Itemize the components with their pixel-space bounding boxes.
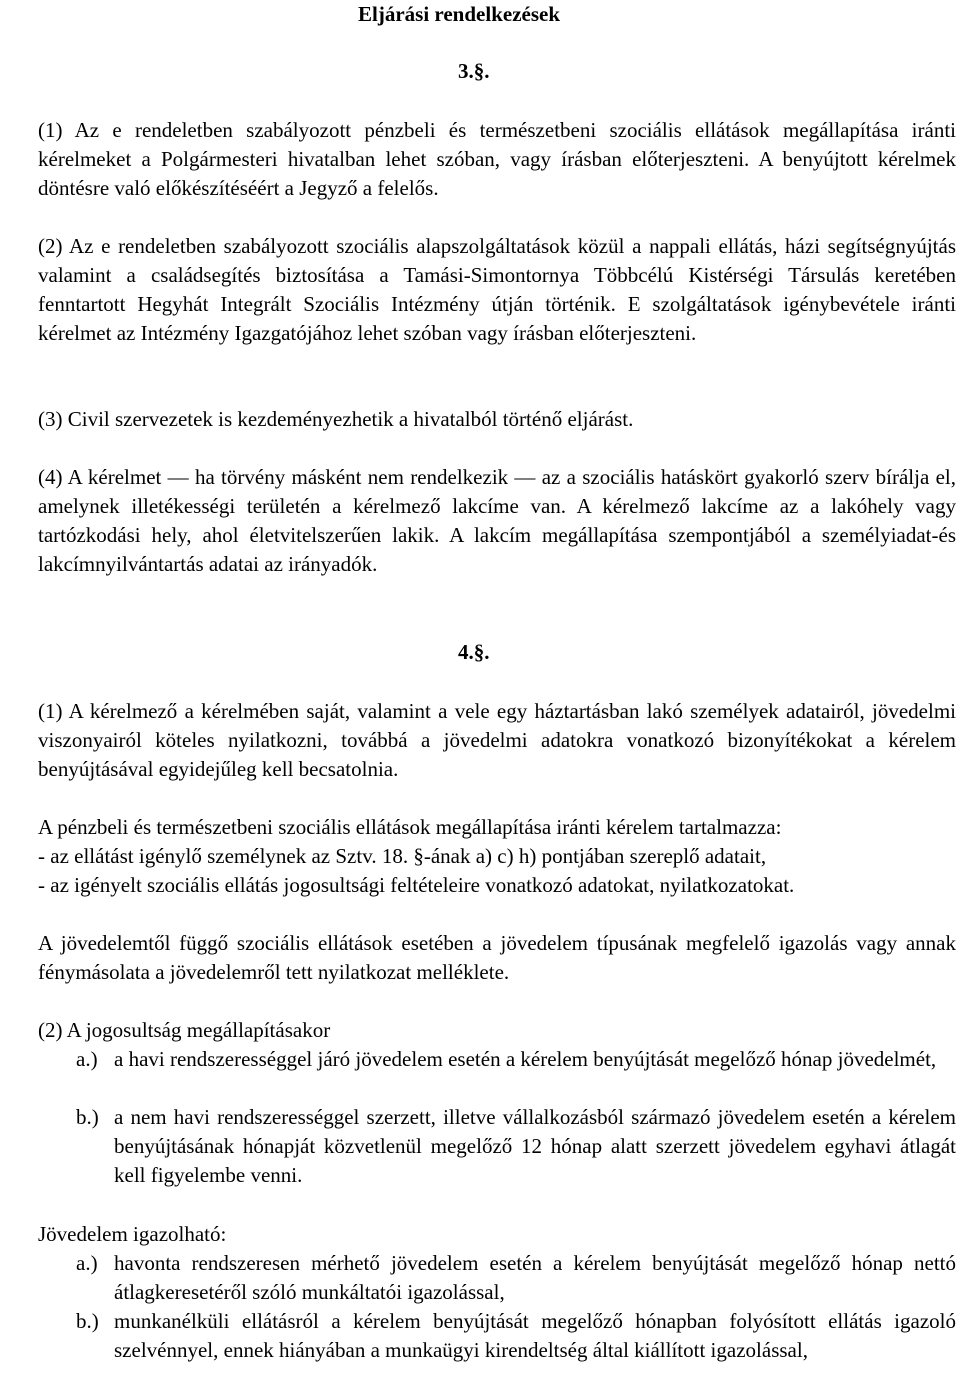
- income-proof-item-label: a.): [76, 1251, 98, 1275]
- section-3-paragraph-4: (4) A kérelmet ― ha törvény másként nem rendelkezik ― az a szociális hatáskört gyakorló szerv bírálja el, amelynek illetékességi területén a kérelmező lakcíme van. A kérelmező lakcíme az a lakóhely vagy tartózkodási hely, ahol életvitelszerűen lakik. A lakcím megállapítása szempontjából a személyiadat-és lakcímnyilvántartás adatai az irányadók.: [38, 465, 956, 576]
- income-proof-item-text: havonta rendszeresen mérhető jövedelem esetén a kérelem benyújtását megelőző hónap nettó átlagkeresetéről szóló munkáltatói igazolással,: [114, 1251, 956, 1304]
- eligibility-item-label: b.): [76, 1105, 99, 1129]
- eligibility-item-text: a nem havi rendszerességgel szerzett, illetve vállalkozásból származó jövedelem esetén a kérelem benyújtásának hónapját közvetlenül megelőző 12 hónap alatt szerzett jövedelem egyhavi átlagát kell figyelembe venni.: [114, 1105, 956, 1187]
- page-title: Eljárási rendelkezések: [358, 2, 561, 26]
- section-4-paragraph-1: (1) A kérelmező a kérelmében saját, valamint a vele egy háztartásban lakó személyek adatairól, jövedelmi viszonyairól köteles nyilatkozni, továbbá a jövedelmi adatokra vonatkozó bizonyítékokat a kérelem benyújtásával egyidejűleg kell becsatolnia.: [38, 699, 956, 781]
- section-3-paragraph-1: (1) Az e rendeletben szabályozott pénzbeli és természetbeni szociális ellátások megállapítása iránti kérelmeket a Polgármesteri hivatalban lehet szóban, vagy írásban előterjeszteni. A benyújtott kérelmek döntésre való előkészítéséért a Jegyző a felelős.: [38, 118, 956, 200]
- eligibility-title: (2) A jogosultság megállapításakor: [38, 1018, 331, 1042]
- income-proof-item-label: b.): [76, 1309, 99, 1333]
- section-3-paragraph-3: (3) Civil szervezetek is kezdeményezhetik a hivatalból történő eljárást.: [38, 407, 634, 431]
- content-item: - az igényelt szociális ellátás jogosultsági feltételeire vonatkozó adatokat, nyilatkozatokat.: [38, 873, 795, 897]
- content-item: - az ellátást igénylő személynek az Sztv. 18. §-ának a) c) h) pontjában szereplő adatait,: [38, 844, 767, 868]
- income-note: A jövedelemtől függő szociális ellátások esetében a jövedelem típusának megfelelő igazolás vagy annak fénymásolata a jövedelemről tett nyilatkozat melléklete.: [38, 931, 956, 984]
- eligibility-item-text: a havi rendszerességgel járó jövedelem esetén a kérelem benyújtását megelőző hónap jövedelmét,: [114, 1047, 937, 1071]
- section-3-number: 3.§.: [458, 59, 490, 83]
- income-proof-item-text: munkanélküli ellátásról a kérelem benyújtását megelőző hónapban folyósított ellátás igazoló szelvénnyel, ennek hiányában a munkaügyi kirendeltség által kiállított igazolással,: [114, 1309, 956, 1362]
- content-intro: A pénzbeli és természetbeni szociális ellátások megállapítása iránti kérelem tartalmazza:: [38, 815, 782, 839]
- eligibility-item-label: a.): [76, 1047, 98, 1071]
- section-3-paragraph-2: (2) Az e rendeletben szabályozott szociális alapszolgáltatások közül a nappali ellátás, házi segítségnyújtás valamint a családsegítés biztosítása a Tamási-Simontornya Többcélú Kistérségi Társulás keretében fenntartott Hegyhát Integrált Szociális Intézmény útján történik. E szolgáltatások igénybevétele iránti kérelmet az Intézmény Igazgatójához lehet szóban vagy írásban előterjeszteni.: [38, 234, 956, 345]
- income-proof-title: Jövedelem igazolható:: [38, 1222, 227, 1246]
- section-4-number: 4.§.: [458, 640, 490, 664]
